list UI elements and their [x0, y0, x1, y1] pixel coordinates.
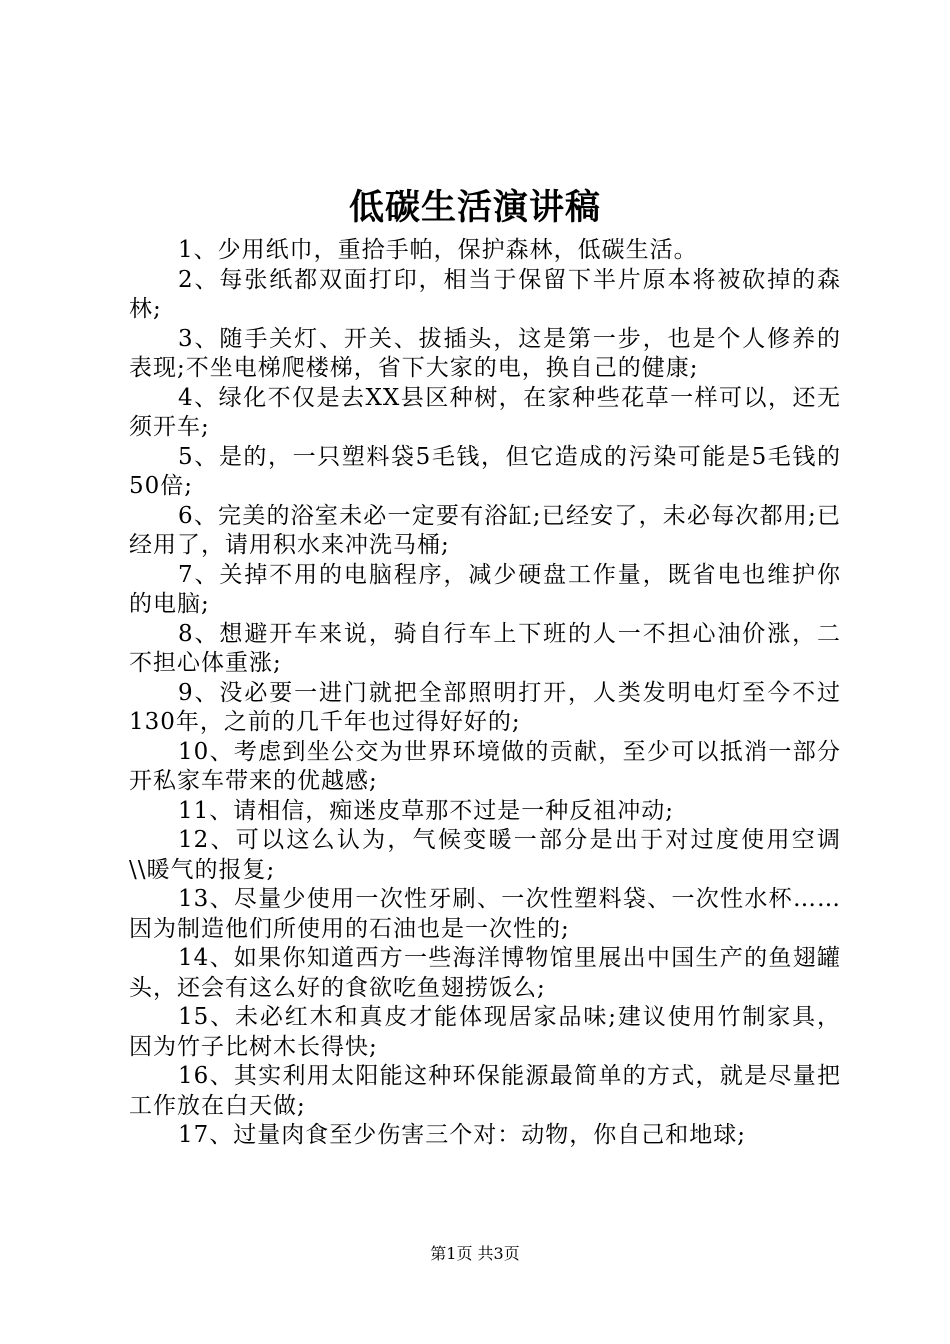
paragraph-13: 13、尽量少使用一次性牙刷、一次性塑料袋、一次性水杯……因为制造他们所使用的石油也是一次性的;: [129, 886, 841, 942]
document-title: 低碳生活演讲稿: [348, 187, 601, 228]
paragraph-1: 1、少用纸巾，重拾手帕，保护森林，低碳生活。: [178, 237, 698, 263]
paragraph-5: 5、是的，一只塑料袋5毛钱，但它造成的污染可能是5毛钱的50倍;: [129, 443, 841, 499]
paragraph-6: 6、完美的浴室未必一定要有浴缸;已经安了，未必每次都用;已经用了，请用积水来冲洗马桶;: [129, 502, 841, 558]
paragraph-3: 3、随手关灯、开关、拔插头，这是第一步，也是个人修养的表现;不坐电梯爬楼梯，省下大家的电，换自己的健康;: [129, 325, 841, 381]
paragraph-10: 10、考虑到坐公交为世界环境做的贡献，至少可以抵消一部分开私家车带来的优越感;: [129, 738, 841, 794]
paragraph-11: 11、请相信，痴迷皮草那不过是一种反祖冲动;: [178, 797, 675, 824]
paragraph-7: 7、关掉不用的电脑程序，减少硬盘工作量，既省电也维护你的电脑;: [129, 561, 841, 617]
paragraph-8: 8、想避开车来说，骑自行车上下班的人一不担心油价涨，二不担心体重涨;: [129, 620, 841, 676]
paragraph-16: 16、其实利用太阳能这种环保能源最简单的方式，就是尽量把工作放在白天做;: [129, 1063, 841, 1119]
paragraph-14: 14、如果你知道西方一些海洋博物馆里展出中国生产的鱼翅罐头，还会有这么好的食欲吃鱼翅捞饭么;: [129, 945, 841, 1001]
paragraph-17: 17、过量肉食至少伤害三个对：动物，你自己和地球;: [178, 1122, 747, 1148]
document-body: [129, 236, 841, 1151]
paragraph-2: 2、每张纸都双面打印，相当于保留下半片原本将被砍掉的森林;: [129, 266, 841, 322]
paragraph-12: 12、可以这么认为，气候变暖一部分是出于对过度使用空调\\暖气的报复;: [129, 827, 841, 883]
paragraph-15: 15、未必红木和真皮才能体现居家品味;建议使用竹制家具，因为竹子比树木长得快;: [129, 1004, 841, 1060]
paragraph-9: 9、没必要一进门就把全部照明打开，人类发明电灯至今不过130年，之前的几千年也过得好好的;: [129, 679, 841, 735]
page-number-footer: 第1页 共3页: [430, 1244, 520, 1263]
paragraph-4: 4、绿化不仅是去XX县区种树，在家种些花草一样可以，还无须开车;: [129, 384, 841, 440]
